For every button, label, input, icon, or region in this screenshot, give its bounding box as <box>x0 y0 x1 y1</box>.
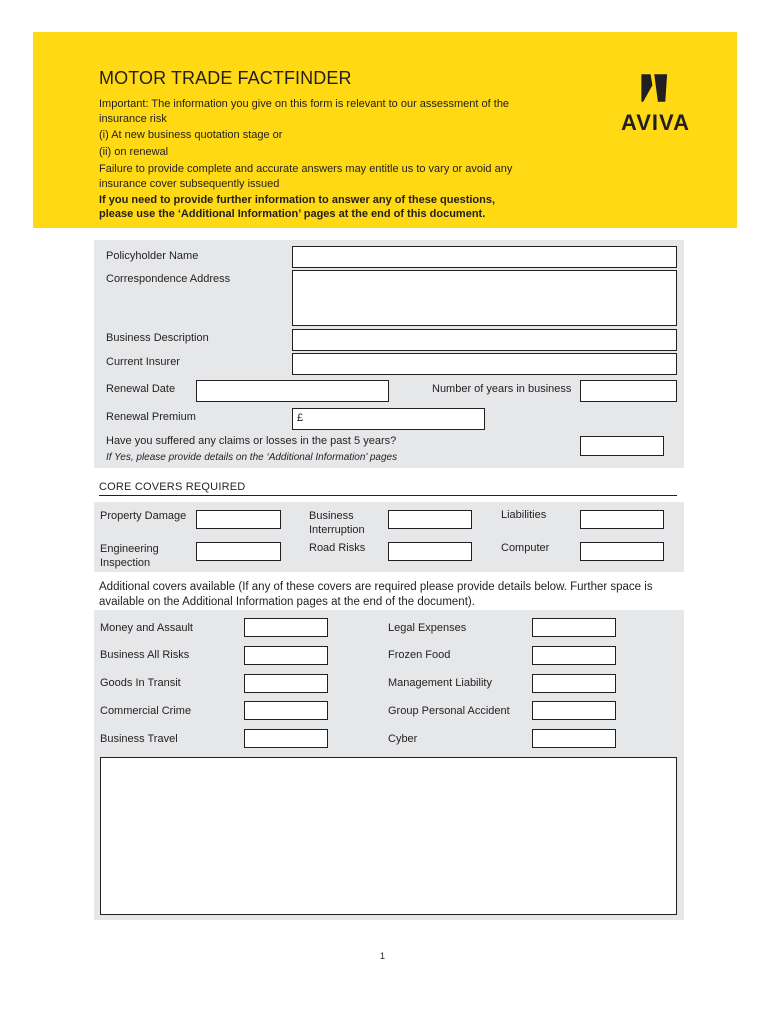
commercial-crime-input[interactable] <box>244 701 328 720</box>
business-all-risks-label: Business All Risks <box>100 649 190 661</box>
years-in-business-input[interactable] <box>580 380 677 402</box>
renewal-date-input[interactable] <box>196 380 389 402</box>
property-damage-input[interactable] <box>196 510 281 529</box>
legal-expenses-label: Legal Expenses <box>388 622 467 634</box>
goods-in-transit-input[interactable] <box>244 674 328 693</box>
policyholder-name-input[interactable] <box>292 246 677 268</box>
liabilities-label: Liabilities <box>501 509 547 521</box>
road-risks-input[interactable] <box>388 542 472 561</box>
business-description-input[interactable] <box>292 329 677 351</box>
policyholder-name-label: Policyholder Name <box>106 250 199 262</box>
claims-note: If Yes, please provide details on the ‘Additional Information’ pages <box>106 452 398 463</box>
business-travel-input[interactable] <box>244 729 328 748</box>
legal-expenses-input[interactable] <box>532 618 616 637</box>
commercial-crime-label: Commercial Crime <box>100 705 192 717</box>
business-all-risks-input[interactable] <box>244 646 328 665</box>
header-text-line: insurance cover subsequently issued <box>99 178 280 190</box>
business-interruption-input[interactable] <box>388 510 472 529</box>
correspondence-address-input[interactable] <box>292 270 677 326</box>
money-and-assault-label: Money and Assault <box>100 622 193 634</box>
claims-question-label: Have you suffered any claims or losses in the past 5 years? <box>106 435 397 447</box>
goods-in-transit-label: Goods In Transit <box>100 677 181 689</box>
management-liability-input[interactable] <box>532 674 616 693</box>
management-liability-label: Management Liability <box>388 677 492 689</box>
renewal-premium-label: Renewal Premium <box>106 411 196 423</box>
header-bold-line: please use the ‘Additional Information’ pages at the end of this document. <box>99 208 486 220</box>
engineering-inspection-label: Engineering Inspection <box>100 543 159 569</box>
business-description-label: Business Description <box>106 332 209 344</box>
money-and-assault-input[interactable] <box>244 618 328 637</box>
renewal-premium-input[interactable] <box>292 408 485 430</box>
claims-input[interactable] <box>580 436 664 456</box>
road-risks-label: Road Risks <box>309 542 366 554</box>
core-covers-title: CORE COVERS REQUIRED <box>99 481 246 493</box>
header-text-line: (ii) on renewal <box>99 146 169 158</box>
cyber-input[interactable] <box>532 729 616 748</box>
additional-details-textarea[interactable] <box>100 757 677 915</box>
business-travel-label: Business Travel <box>100 733 178 745</box>
cyber-label: Cyber <box>388 733 418 745</box>
additional-covers-intro: Additional covers available (If any of these covers are required please provide details below. Further space is available on the Additional Information pages at the end of the document). <box>99 581 653 608</box>
frozen-food-input[interactable] <box>532 646 616 665</box>
business-interruption-label: Business Interruption <box>309 510 365 536</box>
currency-symbol: £ <box>297 412 304 424</box>
correspondence-address-label: Correspondence Address <box>106 273 231 285</box>
current-insurer-input[interactable] <box>292 353 677 375</box>
section-divider <box>99 495 677 496</box>
engineering-inspection-input[interactable] <box>196 542 281 561</box>
current-insurer-label: Current Insurer <box>106 356 180 368</box>
header-text-line: insurance risk <box>99 113 167 125</box>
header-text-line: (i) At new business quotation stage or <box>99 129 283 141</box>
page-title: MOTOR TRADE FACTFINDER <box>99 68 352 88</box>
group-personal-accident-input[interactable] <box>532 701 616 720</box>
liabilities-input[interactable] <box>580 510 664 529</box>
property-damage-label: Property Damage <box>100 510 187 522</box>
header-text-line: Important: The information you give on this form is relevant to our assessment of the <box>99 98 510 110</box>
aviva-logo-text: AVIVA <box>621 110 690 135</box>
computer-input[interactable] <box>580 542 664 561</box>
header-bold-line: If you need to provide further information to answer any of these questions, <box>99 194 496 206</box>
page-number: 1 <box>380 951 386 961</box>
aviva-logo-icon <box>634 70 680 106</box>
renewal-date-label: Renewal Date <box>106 383 176 395</box>
group-personal-accident-label: Group Personal Accident <box>388 705 510 717</box>
header-text-line: Failure to provide complete and accurate answers may entitle us to vary or avoid any <box>99 163 513 175</box>
years-in-business-label: Number of years in business <box>432 383 572 395</box>
computer-label: Computer <box>501 542 550 554</box>
frozen-food-label: Frozen Food <box>388 649 451 661</box>
